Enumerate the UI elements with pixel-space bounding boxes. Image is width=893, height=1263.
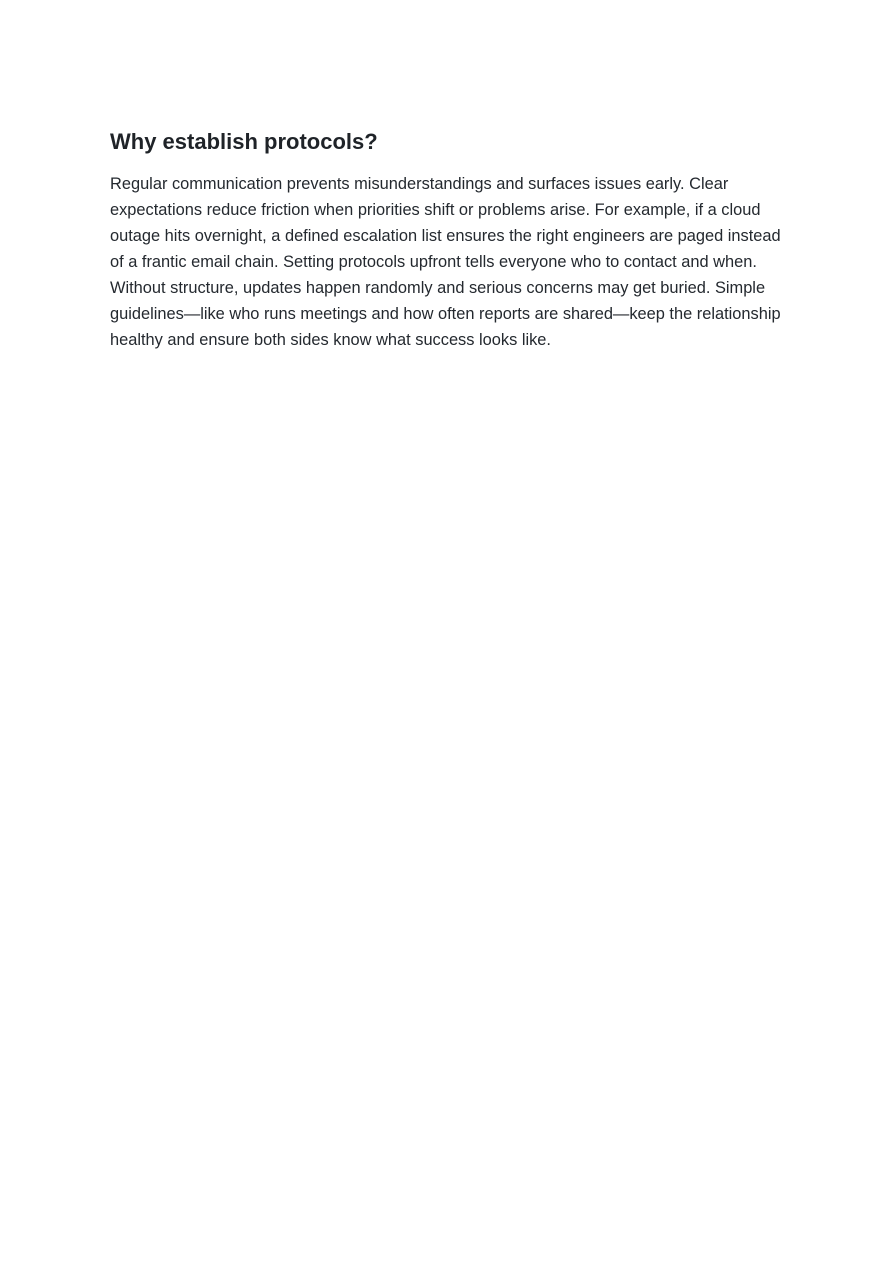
section-heading: Why establish protocols? bbox=[110, 129, 378, 154]
section-paragraph: Regular communication prevents misunderstandings and surfaces issues early. Clear expectations reduce friction when priorities shift or problems arise. For example, if a cloud outage hits overnight, a defined escalation list ensures the right engineers are paged instead of a frantic email chain. Setting protocols upfront tells everyone who to contact and when. Without structure, updates happen randomly and serious concerns may get buried. Simple guidelines—like who runs meetings and how often reports are shared—keep the relationship healthy and ensure both sides know what success looks like. bbox=[110, 174, 781, 350]
document-page bbox=[110, 128, 782, 353]
